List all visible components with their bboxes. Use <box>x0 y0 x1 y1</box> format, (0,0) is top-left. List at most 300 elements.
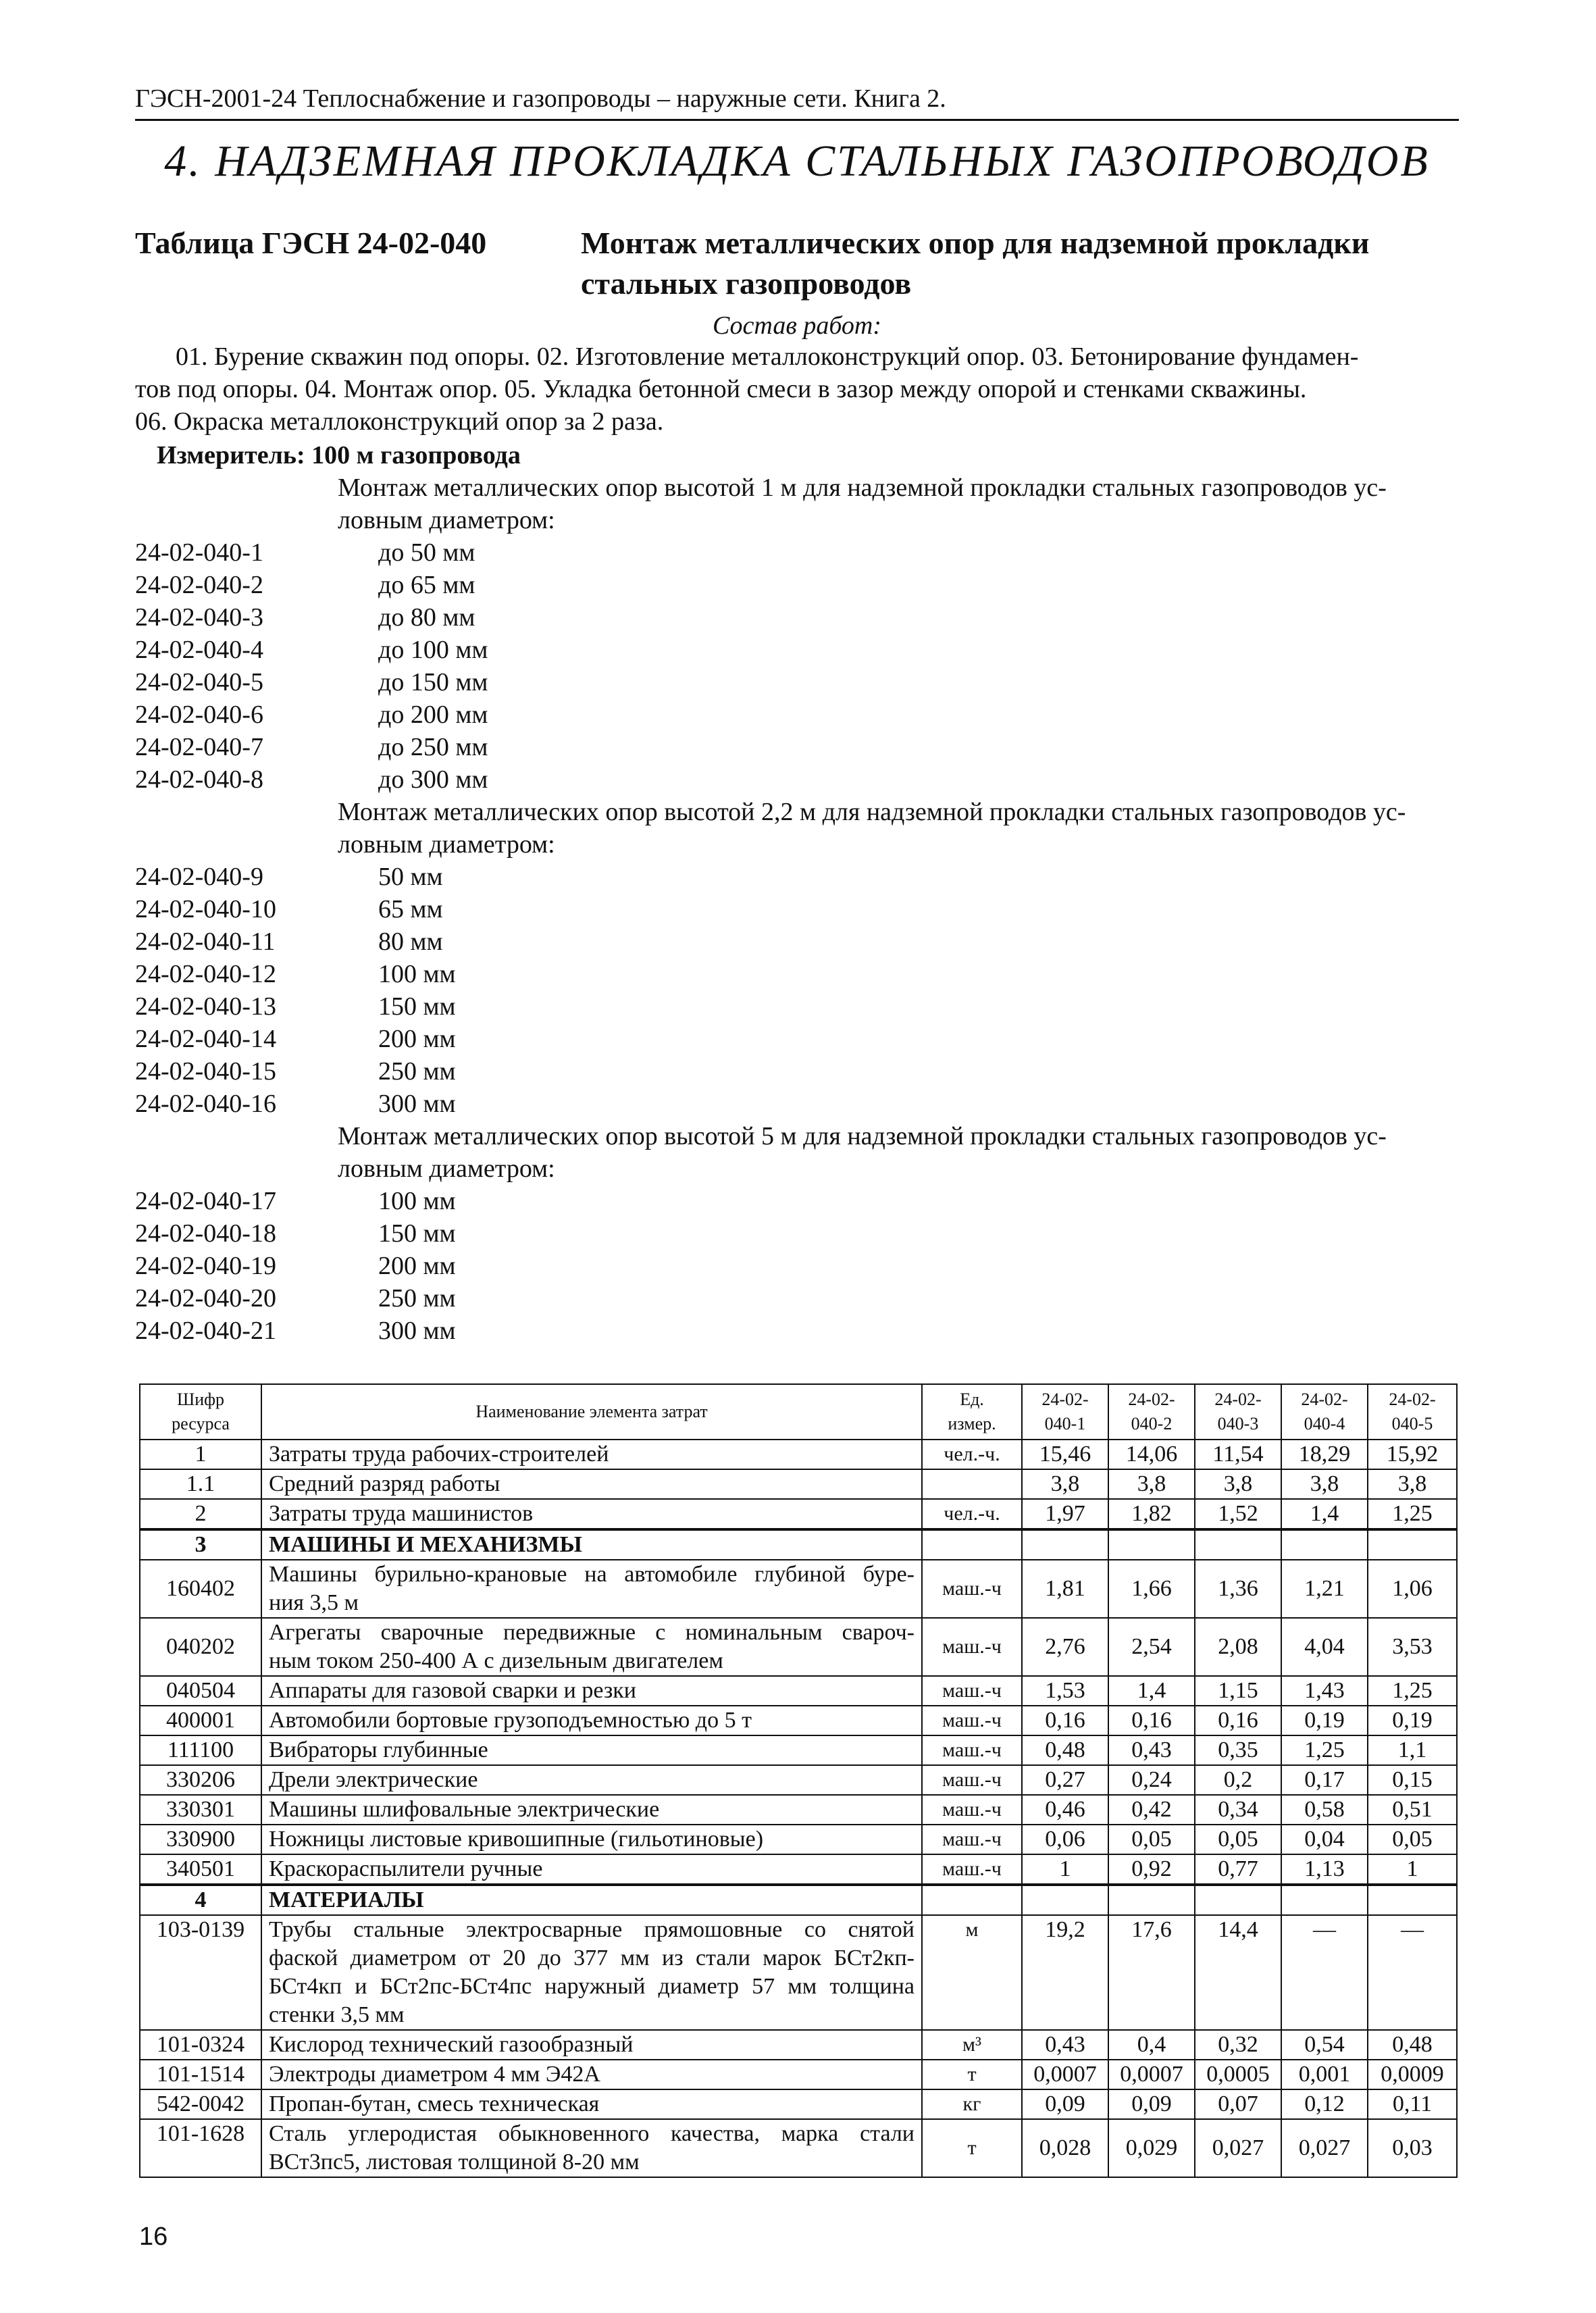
resource-name-line: Кислород технический газообразный <box>269 2032 634 2057</box>
resource-value: 3,8 <box>1195 1469 1281 1499</box>
resource-name-line: Аппараты для газовой сварки и резки <box>269 1678 636 1703</box>
resource-name-line: Машины бурильно-крановые на автомобиле глубиной буре- <box>269 1562 915 1587</box>
norm-item <box>135 1250 1459 1282</box>
norm-item <box>135 990 1459 1023</box>
resource-name-line: МАТЕРИАЛЫ <box>269 1887 424 1912</box>
resource-name <box>261 1560 922 1618</box>
resource-code: 101-0324 <box>140 2030 261 2060</box>
norm-code: 24-02-040-14 <box>135 1025 276 1053</box>
resource-name <box>261 1706 922 1735</box>
works-line: 01. Бурение скважин под опоры. 02. Изготовление металлоконструкций опор. 03. Бетонирование фундамен- <box>176 342 1359 371</box>
resource-value: 1,36 <box>1195 1560 1281 1618</box>
resource-value: 0,19 <box>1368 1706 1457 1735</box>
resource-name-line: Ножницы листовые кривошипные (гильотиновые) <box>269 1827 764 1852</box>
table-row <box>140 1560 1457 1618</box>
resource-value <box>1022 1529 1108 1560</box>
resource-value: 0,43 <box>1022 2030 1108 2060</box>
group-title <box>338 796 1459 861</box>
header-col-l2: 040-4 <box>1304 1414 1345 1433</box>
norm-diameter: до 300 мм <box>378 765 488 794</box>
resource-unit: м <box>922 1915 1022 2030</box>
header-col-5 <box>1368 1384 1457 1440</box>
resource-value: 0,32 <box>1195 2030 1281 2060</box>
resource-unit: маш.-ч <box>922 1706 1022 1735</box>
resource-value: 1,25 <box>1368 1499 1457 1529</box>
resource-code: 1 <box>140 1440 261 1469</box>
resource-value: 0,0007 <box>1108 2060 1195 2089</box>
norm-item <box>135 601 1459 634</box>
resource-name <box>261 2089 922 2119</box>
norm-item <box>135 569 1459 601</box>
resource-value <box>1022 1885 1108 1915</box>
group-title-line: Монтаж металлических опор высотой 1 м для надземной прокладки стальных газопроводов ус- <box>338 474 1387 502</box>
table-row <box>140 2060 1457 2089</box>
norm-diameter: 250 мм <box>378 1057 456 1086</box>
norm-item <box>135 958 1459 990</box>
resource-value: 14,4 <box>1195 1915 1281 2030</box>
table-name-line: Монтаж металлических опор для надземной прокладки <box>581 226 1370 260</box>
resource-value: 0,03 <box>1368 2119 1457 2177</box>
resource-code: 2 <box>140 1499 261 1529</box>
resource-table-body <box>140 1440 1457 2177</box>
norm-diameter: 150 мм <box>378 1219 456 1248</box>
norm-item <box>135 893 1459 925</box>
resource-value <box>1195 1885 1281 1915</box>
resource-value: 0,46 <box>1022 1795 1108 1825</box>
resource-code: 103-0139 <box>140 1915 261 2030</box>
resource-code: 330206 <box>140 1765 261 1795</box>
resource-code: 101-1514 <box>140 2060 261 2089</box>
table-row <box>140 1915 1457 2030</box>
header-unit-l2: измер. <box>948 1414 996 1433</box>
resource-unit <box>922 1529 1022 1560</box>
resource-value: 0,028 <box>1022 2119 1108 2177</box>
norm-code: 24-02-040-10 <box>135 895 276 923</box>
resource-value: 1,4 <box>1108 1676 1195 1706</box>
resource-value: 0,027 <box>1195 2119 1281 2177</box>
resource-value <box>1368 1885 1457 1915</box>
resource-value: 1,52 <box>1195 1499 1281 1529</box>
resource-value: 2,76 <box>1022 1618 1108 1676</box>
norm-item <box>135 763 1459 796</box>
resource-unit: маш.-ч <box>922 1854 1022 1885</box>
norm-diameter: 300 мм <box>378 1090 456 1118</box>
resource-value: 0,35 <box>1195 1735 1281 1765</box>
norm-code: 24-02-040-1 <box>135 538 263 567</box>
resource-value: 0,34 <box>1195 1795 1281 1825</box>
resource-value: 18,29 <box>1281 1440 1368 1469</box>
resource-value: 0,24 <box>1108 1765 1195 1795</box>
norm-item <box>135 666 1459 698</box>
resource-value <box>1281 1885 1368 1915</box>
header-col-l2: 040-1 <box>1044 1414 1086 1433</box>
norm-code: 24-02-040-19 <box>135 1252 276 1280</box>
resource-value <box>1281 1529 1368 1560</box>
resource-value: 0,06 <box>1022 1825 1108 1854</box>
resource-name-line: Сталь углеродистая обыкновенного качества, марка стали <box>269 2121 915 2146</box>
table-section-row <box>140 1529 1457 1560</box>
table-row <box>140 2089 1457 2119</box>
norm-code: 24-02-040-8 <box>135 765 263 794</box>
header-col-1 <box>1022 1384 1108 1440</box>
norm-item <box>135 925 1459 958</box>
resource-value: 0,09 <box>1108 2089 1195 2119</box>
resource-value: 0,54 <box>1281 2030 1368 2060</box>
header-col-3 <box>1195 1384 1281 1440</box>
resource-value: 2,08 <box>1195 1618 1281 1676</box>
group-title <box>338 1120 1459 1185</box>
resource-value: 4,04 <box>1281 1618 1368 1676</box>
resource-name <box>261 1676 922 1706</box>
resource-value: 0,16 <box>1195 1706 1281 1735</box>
resource-value: 0,43 <box>1108 1735 1195 1765</box>
norm-code: 24-02-040-20 <box>135 1284 276 1313</box>
resource-value: 14,06 <box>1108 1440 1195 1469</box>
resource-value: 0,27 <box>1022 1765 1108 1795</box>
resource-value: — <box>1368 1915 1457 2030</box>
resource-unit: чел.-ч. <box>922 1499 1022 1529</box>
resource-value: 1,97 <box>1022 1499 1108 1529</box>
header-code-l1: Шифр <box>177 1390 224 1409</box>
norm-code: 24-02-040-9 <box>135 863 263 891</box>
norm-groups <box>135 472 1459 1347</box>
resource-value: 1,21 <box>1281 1560 1368 1618</box>
resource-name-line: БСт4кп и БСт2пс-БСт4пс наружный диаметр 57 мм толщина <box>269 1974 915 1999</box>
resource-code: 340501 <box>140 1854 261 1885</box>
norm-diameter: до 150 мм <box>378 668 488 696</box>
resource-unit: маш.-ч <box>922 1825 1022 1854</box>
table-row <box>140 2119 1457 2177</box>
header-col-l1: 24-02- <box>1301 1390 1348 1409</box>
table-row <box>140 1618 1457 1676</box>
resource-name <box>261 1529 922 1560</box>
resource-name <box>261 1735 922 1765</box>
resource-code: 101-1628 <box>140 2119 261 2177</box>
table-row <box>140 1440 1457 1469</box>
table-row <box>140 1676 1457 1706</box>
resource-unit: маш.-ч <box>922 1618 1022 1676</box>
resource-code: 1.1 <box>140 1469 261 1499</box>
group-title-line: ловным диаметром: <box>338 1154 555 1183</box>
resource-value: 0,15 <box>1368 1765 1457 1795</box>
header-col-2 <box>1108 1384 1195 1440</box>
resource-value: 3,8 <box>1368 1469 1457 1499</box>
resource-name-line: фаской диаметром от 20 до 377 мм из стали марок БСт2кп- <box>269 1946 915 1971</box>
resource-name <box>261 1885 922 1915</box>
resource-name-line: Электроды диаметром 4 мм Э42А <box>269 2062 600 2087</box>
resource-value: 0,77 <box>1195 1854 1281 1885</box>
resource-value: 0,04 <box>1281 1825 1368 1854</box>
resource-value: 0,42 <box>1108 1795 1195 1825</box>
resource-value: 0,05 <box>1108 1825 1195 1854</box>
norm-diameter: 80 мм <box>378 927 443 956</box>
resource-name-line: Средний разряд работы <box>269 1471 500 1496</box>
norm-diameter: 65 мм <box>378 895 443 923</box>
resource-value: 0,11 <box>1368 2089 1457 2119</box>
norm-code: 24-02-040-3 <box>135 603 263 632</box>
resource-value: 0,51 <box>1368 1795 1457 1825</box>
resource-unit: т <box>922 2119 1022 2177</box>
table-header-row <box>140 1384 1457 1440</box>
resource-unit: маш.-ч <box>922 1560 1022 1618</box>
resource-value: 0,07 <box>1195 2089 1281 2119</box>
norm-diameter: до 50 мм <box>378 538 475 567</box>
norm-item <box>135 731 1459 763</box>
resource-name <box>261 1618 922 1676</box>
group-title-line: Монтаж металлических опор высотой 2,2 м для надземной прокладки стальных газопроводов ус- <box>338 798 1406 826</box>
header-name: Наименование элемента затрат <box>261 1384 922 1440</box>
resource-unit: маш.-ч <box>922 1795 1022 1825</box>
resource-name <box>261 1499 922 1529</box>
table-row <box>140 1735 1457 1765</box>
resource-name-line: стенки 3,5 мм <box>269 2002 405 2027</box>
norm-code: 24-02-040-13 <box>135 992 276 1021</box>
resource-name-line: Агрегаты сварочные передвижные с номинальным свароч- <box>269 1620 915 1645</box>
resource-unit: чел.-ч. <box>922 1440 1022 1469</box>
resource-value: 2,54 <box>1108 1618 1195 1676</box>
resource-name-line: Автомобили бортовые грузоподъемностью до 5 т <box>269 1708 752 1733</box>
resource-value: 1,25 <box>1368 1676 1457 1706</box>
resource-value: 0,027 <box>1281 2119 1368 2177</box>
resource-name-line: ВСт3пс5, листовая толщиной 8-20 мм <box>269 2150 640 2175</box>
table-row <box>140 1795 1457 1825</box>
resource-value: 0,12 <box>1281 2089 1368 2119</box>
resource-unit <box>922 1885 1022 1915</box>
header-col-l2: 040-3 <box>1217 1414 1259 1433</box>
resource-value: 11,54 <box>1195 1440 1281 1469</box>
norm-diameter: до 200 мм <box>378 701 488 729</box>
norm-diameter: 250 мм <box>378 1284 456 1313</box>
resource-name <box>261 1854 922 1885</box>
resource-value: 0,16 <box>1022 1706 1108 1735</box>
resource-code: 160402 <box>140 1560 261 1618</box>
resource-name-line: Затраты труда машинистов <box>269 1501 534 1526</box>
resource-code: 040504 <box>140 1676 261 1706</box>
norm-code: 24-02-040-12 <box>135 960 276 988</box>
header-col-l2: 040-2 <box>1131 1414 1173 1433</box>
group-title-line: ловным диаметром: <box>338 830 555 859</box>
resource-unit: кг <box>922 2089 1022 2119</box>
resource-value <box>1368 1529 1457 1560</box>
resource-value: 3,8 <box>1022 1469 1108 1499</box>
resource-value: 0,0009 <box>1368 2060 1457 2089</box>
norm-code: 24-02-040-16 <box>135 1090 276 1118</box>
header-col-l1: 24-02- <box>1389 1390 1436 1409</box>
norm-diameter: до 80 мм <box>378 603 475 632</box>
resource-value: 0,16 <box>1108 1706 1195 1735</box>
resource-value: 15,46 <box>1022 1440 1108 1469</box>
resource-value: 1,82 <box>1108 1499 1195 1529</box>
table-row <box>140 1765 1457 1795</box>
resource-code: 542-0042 <box>140 2089 261 2119</box>
resource-value <box>1108 1885 1195 1915</box>
resource-value: 0,09 <box>1022 2089 1108 2119</box>
norm-diameter: 200 мм <box>378 1025 456 1053</box>
norm-diameter: до 250 мм <box>378 733 488 761</box>
norm-item <box>135 1282 1459 1315</box>
norm-item <box>135 698 1459 731</box>
resource-value: 1,13 <box>1281 1854 1368 1885</box>
table-row <box>140 2030 1457 2060</box>
resource-code: 330301 <box>140 1795 261 1825</box>
norm-item <box>135 1055 1459 1088</box>
norm-code: 24-02-040-11 <box>135 927 276 956</box>
resource-unit: маш.-ч <box>922 1735 1022 1765</box>
resource-name <box>261 2030 922 2060</box>
norm-code: 24-02-040-21 <box>135 1317 276 1345</box>
resource-code: 4 <box>140 1885 261 1915</box>
resource-name-line: ния 3,5 м <box>269 1590 359 1615</box>
resource-value: — <box>1281 1915 1368 2030</box>
resource-value: 1,06 <box>1368 1560 1457 1618</box>
norm-item <box>135 536 1459 569</box>
resource-value: 3,53 <box>1368 1618 1457 1676</box>
unit-of-measure: Измеритель: 100 м газопровода <box>157 441 521 469</box>
resource-name-line: Затраты труда рабочих-строителей <box>269 1442 609 1467</box>
works-line: 06. Окраска металлоконструкций опор за 2 раза. <box>135 407 664 436</box>
header-col-l2: 040-5 <box>1391 1414 1433 1433</box>
resource-value: 0,4 <box>1108 2030 1195 2060</box>
resource-name <box>261 2119 922 2177</box>
resource-value: 0,48 <box>1368 2030 1457 2060</box>
norm-item <box>135 1217 1459 1250</box>
works-line: тов под опоры. 04. Монтаж опор. 05. Укладка бетонной смеси в зазор между опорой и стенками скважины. <box>135 375 1307 403</box>
header-code <box>140 1384 261 1440</box>
resource-code: 330900 <box>140 1825 261 1854</box>
resource-name <box>261 1765 922 1795</box>
resource-value: 15,92 <box>1368 1440 1457 1469</box>
norm-item <box>135 861 1459 893</box>
resource-value: 0,19 <box>1281 1706 1368 1735</box>
resource-value: 19,2 <box>1022 1915 1108 2030</box>
norm-code: 24-02-040-17 <box>135 1187 276 1215</box>
resource-value: 1,1 <box>1368 1735 1457 1765</box>
norm-diameter: 150 мм <box>378 992 456 1021</box>
works-description <box>135 340 1459 438</box>
table-name <box>581 223 1459 304</box>
table-row <box>140 1854 1457 1885</box>
table-name-line: стальных газопроводов <box>581 266 912 301</box>
resource-value: 0,92 <box>1108 1854 1195 1885</box>
group-title-line: ловным диаметром: <box>338 506 555 534</box>
resource-value: 1,15 <box>1195 1676 1281 1706</box>
resource-value: 0,05 <box>1195 1825 1281 1854</box>
resource-name-line: Трубы стальные электросварные прямошовные со снятой <box>269 1917 915 1942</box>
norm-item <box>135 1023 1459 1055</box>
norm-code: 24-02-040-5 <box>135 668 263 696</box>
norm-code: 24-02-040-2 <box>135 571 263 599</box>
norm-diameter: 300 мм <box>378 1317 456 1345</box>
resource-value: 0,2 <box>1195 1765 1281 1795</box>
resource-value: 0,001 <box>1281 2060 1368 2089</box>
table-row <box>140 1499 1457 1529</box>
table-id: Таблица ГЭСН 24-02-040 <box>135 226 487 260</box>
norm-item <box>135 1185 1459 1217</box>
resource-name-line: Машины шлифовальные электрические <box>269 1797 660 1822</box>
running-head: ГЭСН-2001-24 Теплоснабжение и газопроводы – наружные сети. Книга 2. <box>135 81 1459 121</box>
resource-name <box>261 2060 922 2089</box>
resource-value: 1,4 <box>1281 1499 1368 1529</box>
resource-value: 0,48 <box>1022 1735 1108 1765</box>
resource-unit: т <box>922 2060 1022 2089</box>
resource-value: 3,8 <box>1108 1469 1195 1499</box>
resource-value: 1,25 <box>1281 1735 1368 1765</box>
norm-item <box>135 634 1459 666</box>
header-unit <box>922 1384 1022 1440</box>
header-code-l2: ресурса <box>172 1414 230 1433</box>
norm-code: 24-02-040-4 <box>135 636 263 664</box>
resource-value: 0,17 <box>1281 1765 1368 1795</box>
header-col-4 <box>1281 1384 1368 1440</box>
resource-value: 0,0005 <box>1195 2060 1281 2089</box>
norm-item <box>135 1088 1459 1120</box>
table-row <box>140 1706 1457 1735</box>
resource-value: 0,05 <box>1368 1825 1457 1854</box>
resource-name-line: Пропан-бутан, смесь техническая <box>269 2091 600 2116</box>
resource-value: 17,6 <box>1108 1915 1195 2030</box>
resource-unit <box>922 1469 1022 1499</box>
norm-diameter: 50 мм <box>378 863 443 891</box>
resource-code: 040202 <box>140 1618 261 1676</box>
resource-value: 0,58 <box>1281 1795 1368 1825</box>
resource-name <box>261 1825 922 1854</box>
resource-name-line: Краскораспылители ручные <box>269 1856 543 1881</box>
resource-name <box>261 1795 922 1825</box>
norm-diameter: до 100 мм <box>378 636 488 664</box>
resource-code: 111100 <box>140 1735 261 1765</box>
resource-value <box>1108 1529 1195 1560</box>
resource-value: 0,0007 <box>1022 2060 1108 2089</box>
table-row <box>140 1469 1457 1499</box>
resource-unit: м³ <box>922 2030 1022 2060</box>
norm-code: 24-02-040-6 <box>135 701 263 729</box>
resource-code: 400001 <box>140 1706 261 1735</box>
resource-name <box>261 1469 922 1499</box>
resource-name-line: Дрели электрические <box>269 1767 478 1792</box>
resource-unit: маш.-ч <box>922 1676 1022 1706</box>
resource-unit: маш.-ч <box>922 1765 1022 1795</box>
norm-item <box>135 1315 1459 1347</box>
resource-value: 1,43 <box>1281 1676 1368 1706</box>
table-row <box>140 1825 1457 1854</box>
page-number: 16 <box>139 2222 168 2251</box>
resource-value: 1 <box>1022 1854 1108 1885</box>
resource-value: 1,53 <box>1022 1676 1108 1706</box>
norm-code: 24-02-040-7 <box>135 733 263 761</box>
resource-value: 0,029 <box>1108 2119 1195 2177</box>
norm-diameter: до 65 мм <box>378 571 475 599</box>
norm-diameter: 100 мм <box>378 1187 456 1215</box>
resource-value: 3,8 <box>1281 1469 1368 1499</box>
resource-value: 1,81 <box>1022 1560 1108 1618</box>
header-unit-l1: Ед. <box>960 1390 984 1409</box>
table-section-row <box>140 1885 1457 1915</box>
resource-name <box>261 1440 922 1469</box>
norm-diameter: 200 мм <box>378 1252 456 1280</box>
norm-code: 24-02-040-15 <box>135 1057 276 1086</box>
group-title-line: Монтаж металлических опор высотой 5 м для надземной прокладки стальных газопроводов ус- <box>338 1122 1387 1150</box>
resource-value: 1 <box>1368 1854 1457 1885</box>
header-col-l1: 24-02- <box>1214 1390 1262 1409</box>
works-heading: Состав работ: <box>712 311 882 340</box>
group-title <box>338 472 1459 536</box>
resource-name <box>261 1915 922 2030</box>
resource-value <box>1195 1529 1281 1560</box>
norm-code: 24-02-040-18 <box>135 1219 276 1248</box>
resource-table <box>139 1383 1458 2178</box>
header-col-l1: 24-02- <box>1128 1390 1175 1409</box>
resource-code: 3 <box>140 1529 261 1560</box>
